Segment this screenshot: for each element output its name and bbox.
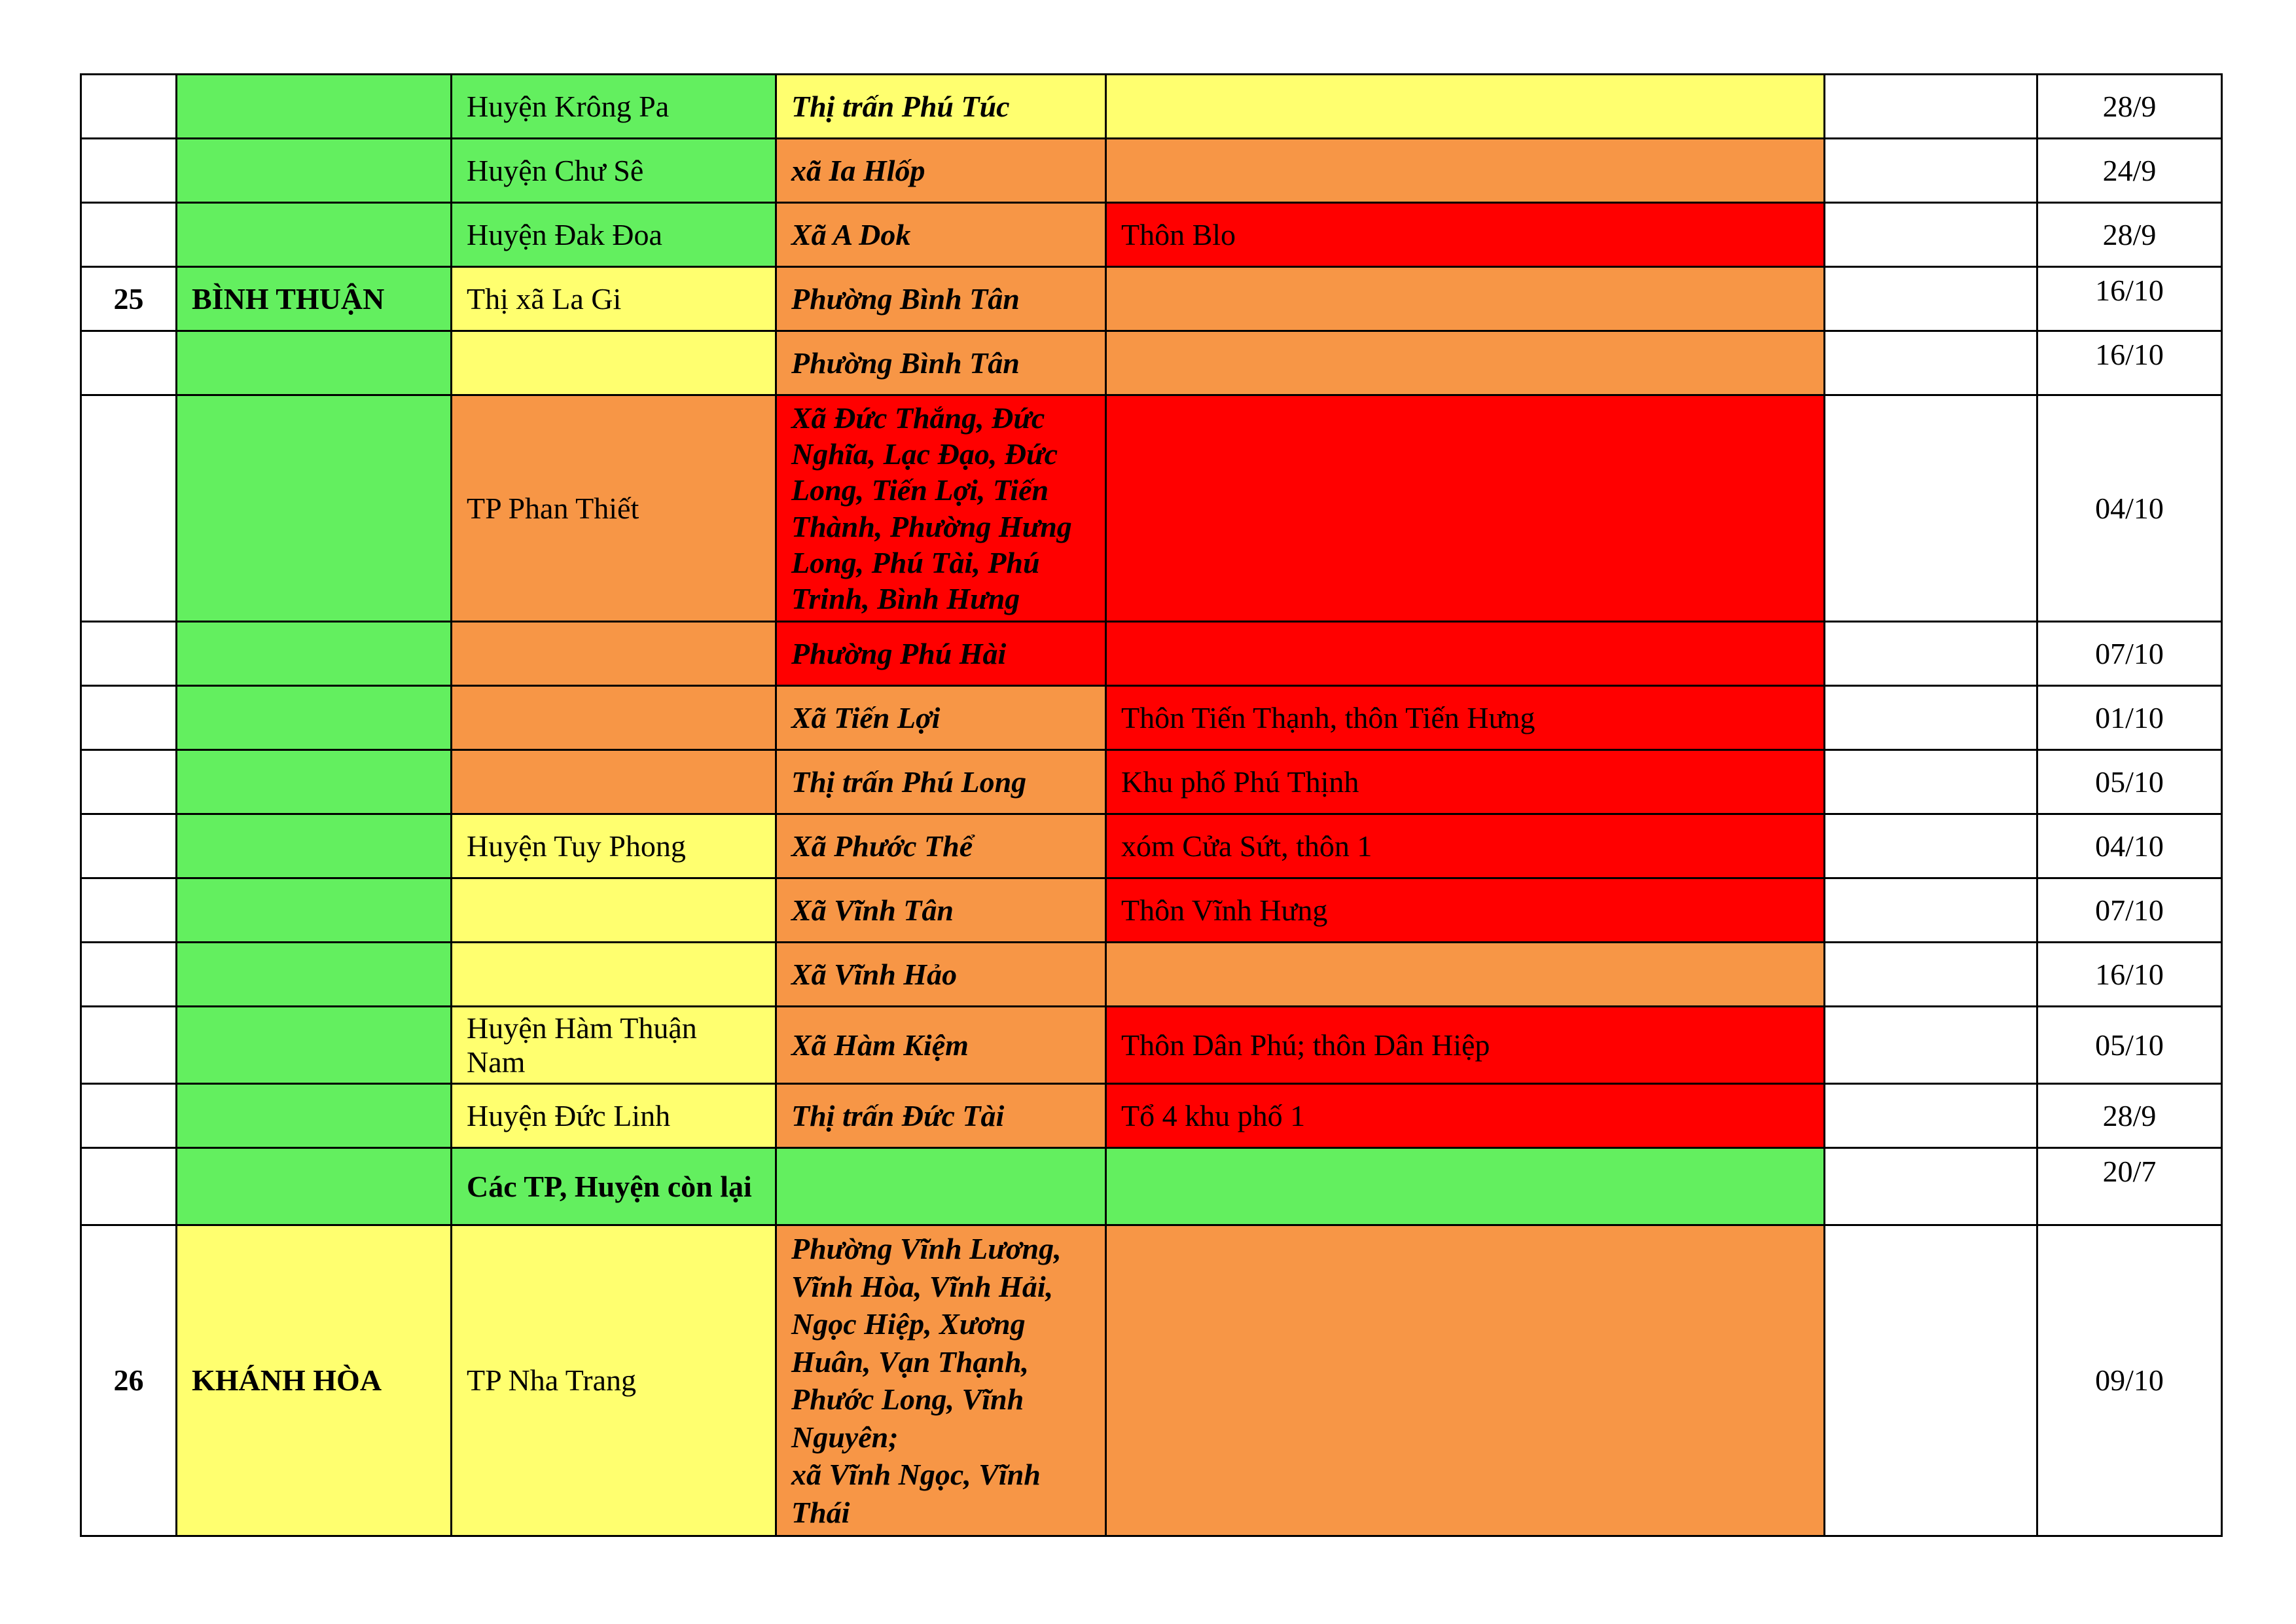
date-cell: 04/10 [2037, 814, 2222, 878]
table-row [81, 686, 2222, 750]
village-cell [1106, 1148, 1825, 1225]
table-row [81, 1084, 2222, 1148]
commune-cell: Xã Đức Thắng, Đức Nghĩa, Lạc Đạo, Đức Long, Tiến Lợi, Tiến Thành, Phường Hưng Long, Phú Tài, Phú Trinh, Bình Hưng [776, 395, 1106, 622]
district-cell: Huyện Đức Linh [452, 1084, 776, 1148]
province-cell [177, 395, 452, 622]
commune-cell: Xã Vĩnh Tân [776, 878, 1106, 943]
district-cell: Huyện Tuy Phong [452, 814, 776, 878]
commune-cell: Phường Vĩnh Lương, Vĩnh Hòa, Vĩnh Hải, Ngọc Hiệp, Xương Huân, Vạn Thạnh, Phước Long, Vĩnh Nguyên; xã Vĩnh Ngọc, Vĩnh Thái [776, 1225, 1106, 1536]
row-number [81, 139, 177, 203]
district-cell: Huyện Hàm Thuận Nam [452, 1007, 776, 1084]
table-row [81, 267, 2222, 331]
date-cell: 24/9 [2037, 139, 2222, 203]
date-cell: 20/7 [2037, 1148, 2222, 1225]
table-row [81, 1007, 2222, 1084]
row-number [81, 622, 177, 686]
district-cell [452, 750, 776, 814]
note-cell [1825, 75, 2037, 139]
note-cell [1825, 331, 2037, 395]
village-cell [1106, 943, 1825, 1007]
date-cell: 07/10 [2037, 878, 2222, 943]
date-cell: 28/9 [2037, 203, 2222, 267]
district-cell: TP Nha Trang [452, 1225, 776, 1536]
village-cell [1106, 331, 1825, 395]
note-cell [1825, 622, 2037, 686]
note-cell [1825, 814, 2037, 878]
date-cell: 04/10 [2037, 395, 2222, 622]
village-cell: xóm Cửa Sứt, thôn 1 [1106, 814, 1825, 878]
district-cell [452, 331, 776, 395]
village-cell [1106, 1225, 1825, 1536]
row-number [81, 203, 177, 267]
note-cell [1825, 1225, 2037, 1536]
village-cell: Thôn Blo [1106, 203, 1825, 267]
note-cell [1825, 139, 2037, 203]
commune-cell: Thị trấn Phú Túc [776, 75, 1106, 139]
row-number [81, 1084, 177, 1148]
village-cell [1106, 395, 1825, 622]
commune-cell: Thị trấn Đức Tài [776, 1084, 1106, 1148]
note-cell [1825, 267, 2037, 331]
province-cell: BÌNH THUẬN [177, 267, 452, 331]
commune-cell: Phường Bình Tân [776, 331, 1106, 395]
province-cell [177, 139, 452, 203]
note-cell [1825, 878, 2037, 943]
province-cell [177, 878, 452, 943]
commune-cell: Xã Vĩnh Hảo [776, 943, 1106, 1007]
village-cell: Thôn Tiến Thạnh, thôn Tiến Hưng [1106, 686, 1825, 750]
province-cell [177, 1007, 452, 1084]
row-number [81, 75, 177, 139]
village-cell [1106, 139, 1825, 203]
table-row [81, 750, 2222, 814]
province-cell [177, 331, 452, 395]
province-cell [177, 943, 452, 1007]
table-row [81, 814, 2222, 878]
date-cell: 05/10 [2037, 750, 2222, 814]
commune-cell: Xã A Dok [776, 203, 1106, 267]
district-cell [452, 943, 776, 1007]
row-number [81, 750, 177, 814]
table-row [81, 395, 2222, 622]
table-row [81, 622, 2222, 686]
province-cell [177, 686, 452, 750]
village-cell [1106, 75, 1825, 139]
province-cell: KHÁNH HÒA [177, 1225, 452, 1536]
date-cell: 16/10 [2037, 267, 2222, 331]
note-cell [1825, 1084, 2037, 1148]
commune-cell: xã Ia Hlốp [776, 139, 1106, 203]
note-cell [1825, 203, 2037, 267]
row-number [81, 814, 177, 878]
row-number [81, 686, 177, 750]
table-row [81, 75, 2222, 139]
row-number [81, 943, 177, 1007]
date-cell: 01/10 [2037, 686, 2222, 750]
district-cell [452, 622, 776, 686]
date-cell: 05/10 [2037, 1007, 2222, 1084]
date-cell: 16/10 [2037, 943, 2222, 1007]
note-cell [1825, 686, 2037, 750]
row-number [81, 331, 177, 395]
village-cell: Thôn Dân Phú; thôn Dân Hiệp [1106, 1007, 1825, 1084]
risk-level-table [80, 73, 2223, 1537]
province-cell [177, 1084, 452, 1148]
province-cell [177, 203, 452, 267]
district-cell: TP Phan Thiết [452, 395, 776, 622]
district-cell: Thị xã La Gi [452, 267, 776, 331]
table-row [81, 203, 2222, 267]
note-cell [1825, 395, 2037, 622]
date-cell: 28/9 [2037, 75, 2222, 139]
row-number: 25 [81, 267, 177, 331]
district-cell: Huyện Đak Đoa [452, 203, 776, 267]
village-cell: Tổ 4 khu phố 1 [1106, 1084, 1825, 1148]
row-number: 26 [81, 1225, 177, 1536]
note-cell [1825, 1007, 2037, 1084]
table-row [81, 943, 2222, 1007]
village-cell [1106, 267, 1825, 331]
date-cell: 07/10 [2037, 622, 2222, 686]
province-cell [177, 622, 452, 686]
note-cell [1825, 943, 2037, 1007]
note-cell [1825, 750, 2037, 814]
district-cell: Huyện Chư Sê [452, 139, 776, 203]
village-cell [1106, 622, 1825, 686]
note-cell [1825, 1148, 2037, 1225]
province-cell [177, 750, 452, 814]
table-row [81, 1148, 2222, 1225]
district-cell: Huyện Krông Pa [452, 75, 776, 139]
commune-cell: Phường Phú Hài [776, 622, 1106, 686]
date-cell: 09/10 [2037, 1225, 2222, 1536]
commune-cell: Xã Phước Thể [776, 814, 1106, 878]
district-cell [452, 686, 776, 750]
row-number [81, 878, 177, 943]
commune-cell [776, 1148, 1106, 1225]
table-row [81, 139, 2222, 203]
province-cell [177, 814, 452, 878]
district-cell: Các TP, Huyện còn lại [452, 1148, 776, 1225]
commune-cell: Thị trấn Phú Long [776, 750, 1106, 814]
province-cell [177, 1148, 452, 1225]
date-cell: 28/9 [2037, 1084, 2222, 1148]
table-row [81, 1225, 2222, 1536]
date-cell: 16/10 [2037, 331, 2222, 395]
village-cell: Thôn Vĩnh Hưng [1106, 878, 1825, 943]
row-number [81, 1148, 177, 1225]
row-number [81, 1007, 177, 1084]
district-cell [452, 878, 776, 943]
village-cell: Khu phố Phú Thịnh [1106, 750, 1825, 814]
commune-cell: Xã Hàm Kiệm [776, 1007, 1106, 1084]
table-row [81, 878, 2222, 943]
table-row [81, 331, 2222, 395]
row-number [81, 395, 177, 622]
commune-cell: Phường Bình Tân [776, 267, 1106, 331]
commune-cell: Xã Tiến Lợi [776, 686, 1106, 750]
province-cell [177, 75, 452, 139]
